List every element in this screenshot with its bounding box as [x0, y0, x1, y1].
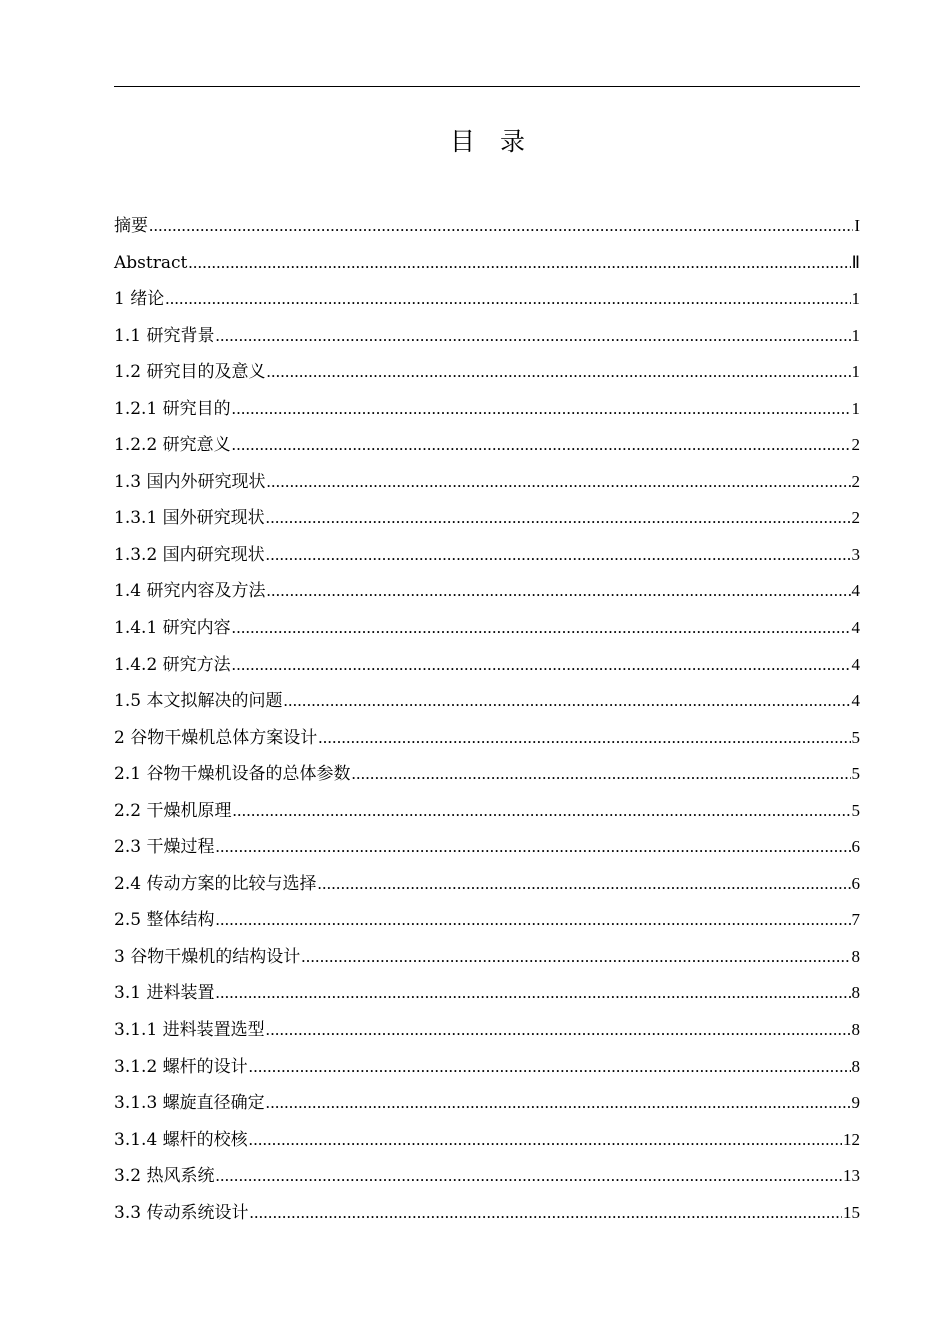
toc-entry[interactable]	[114, 573, 860, 610]
toc-entry-page: Ⅱ	[851, 252, 860, 272]
toc-dot-leader	[266, 573, 850, 610]
toc-entry-label: Abstract	[114, 252, 188, 273]
toc-dot-leader	[232, 427, 851, 464]
toc-dot-leader	[317, 866, 850, 903]
toc-dot-leader	[232, 610, 851, 647]
toc-dot-leader	[249, 1049, 851, 1086]
toc-dot-leader	[266, 354, 850, 391]
toc-entry-page: 6	[851, 873, 860, 893]
toc-entry-page: 1	[851, 398, 860, 418]
toc-entry-page: 1	[851, 362, 860, 382]
table-of-contents	[114, 208, 860, 1231]
toc-entry[interactable]	[114, 464, 860, 501]
toc-entry[interactable]	[114, 610, 860, 647]
toc-entry-page: 6	[851, 837, 860, 857]
header-rule	[114, 86, 860, 87]
toc-entry-label: 1.4.1 研究内容	[114, 618, 231, 639]
toc-entry[interactable]	[114, 500, 860, 537]
toc-entry-page: 2	[851, 471, 860, 491]
toc-dot-leader	[149, 208, 853, 245]
toc-entry[interactable]	[114, 829, 860, 866]
toc-dot-leader	[188, 245, 850, 282]
toc-dot-leader	[301, 939, 850, 976]
toc-dot-leader	[351, 756, 850, 793]
toc-entry[interactable]	[114, 281, 860, 318]
toc-entry[interactable]	[114, 866, 860, 903]
toc-entry-label: 3.1.4 螺杆的校核	[114, 1129, 248, 1150]
toc-dot-leader	[266, 1012, 851, 1049]
toc-entry-label: 3.2 热风系统	[114, 1166, 215, 1187]
toc-entry[interactable]	[114, 245, 860, 282]
toc-entry-label: 2.1 谷物干燥机设备的总体参数	[114, 764, 351, 785]
toc-entry[interactable]	[114, 318, 860, 355]
toc-entry[interactable]	[114, 354, 860, 391]
toc-entry-page: 13	[843, 1166, 860, 1186]
toc-entry-label: 1.2.1 研究目的	[114, 398, 231, 419]
toc-entry-label: 1.3.2 国内研究现状	[114, 544, 265, 565]
toc-entry-page: 4	[851, 691, 860, 711]
toc-dot-leader	[266, 500, 851, 537]
toc-entry-page: 15	[843, 1202, 860, 1222]
toc-entry[interactable]	[114, 537, 860, 574]
toc-entry[interactable]	[114, 208, 860, 245]
toc-entry[interactable]	[114, 1158, 860, 1195]
toc-dot-leader	[232, 647, 851, 684]
toc-dot-leader	[266, 464, 850, 501]
toc-entry-page: 8	[851, 1056, 860, 1076]
toc-dot-leader	[266, 1085, 851, 1122]
toc-entry[interactable]	[114, 427, 860, 464]
toc-entry-page: 5	[851, 800, 860, 820]
toc-entry-label: 2.3 干燥过程	[114, 837, 215, 858]
toc-entry-label: 1.3 国内外研究现状	[114, 471, 266, 492]
toc-dot-leader	[215, 975, 850, 1012]
toc-dot-leader	[232, 391, 851, 428]
toc-entry[interactable]	[114, 793, 860, 830]
toc-entry[interactable]	[114, 720, 860, 757]
toc-entry-label: 1.5 本文拟解决的问题	[114, 691, 283, 712]
toc-dot-leader	[266, 537, 851, 574]
toc-dot-leader	[249, 1195, 842, 1232]
toc-entry[interactable]	[114, 1012, 860, 1049]
toc-entry[interactable]	[114, 939, 860, 976]
toc-dot-leader	[249, 1122, 842, 1159]
toc-entry-label: 1 绪论	[114, 289, 165, 310]
toc-entry-label: 3.3 传动系统设计	[114, 1202, 249, 1223]
toc-entry-page: 1	[851, 325, 860, 345]
toc-entry[interactable]	[114, 1049, 860, 1086]
toc-entry[interactable]	[114, 1195, 860, 1232]
toc-entry-label: 3.1.3 螺旋直径确定	[114, 1093, 265, 1114]
toc-entry-label: 1.3.1 国外研究现状	[114, 508, 265, 529]
toc-entry-label: 2.2 干燥机原理	[114, 800, 232, 821]
toc-entry-page: 8	[851, 983, 860, 1003]
toc-entry-page: 4	[851, 581, 860, 601]
toc-entry-page: 12	[843, 1129, 860, 1149]
toc-entry-page: 2	[851, 508, 860, 528]
toc-dot-leader	[215, 829, 850, 866]
toc-dot-leader	[215, 902, 850, 939]
toc-entry-label: 摘要	[114, 216, 148, 236]
toc-entry-page: 2	[851, 435, 860, 455]
toc-entry-label: 1.4 研究内容及方法	[114, 581, 266, 602]
toc-entry[interactable]	[114, 647, 860, 684]
toc-entry-label: 1.1 研究背景	[114, 325, 215, 346]
toc-entry[interactable]	[114, 1122, 860, 1159]
toc-entry-label: 2.4 传动方案的比较与选择	[114, 873, 317, 894]
toc-entry[interactable]	[114, 756, 860, 793]
toc-entry-page: 1	[851, 289, 860, 309]
toc-entry[interactable]	[114, 391, 860, 428]
toc-entry[interactable]	[114, 902, 860, 939]
toc-entry[interactable]	[114, 1085, 860, 1122]
page-title: 目 录	[449, 127, 525, 156]
toc-entry-page: 5	[851, 764, 860, 784]
toc-dot-leader	[283, 683, 850, 720]
toc-entry-label: 1.2 研究目的及意义	[114, 362, 266, 383]
toc-entry-page: 9	[851, 1093, 860, 1113]
toc-entry-page: 4	[851, 654, 860, 674]
toc-entry[interactable]	[114, 683, 860, 720]
toc-dot-leader	[232, 793, 850, 830]
toc-entry-label: 3 谷物干燥机的结构设计	[114, 946, 301, 967]
toc-entry-label: 3.1 进料装置	[114, 983, 215, 1004]
toc-entry-label: 1.4.2 研究方法	[114, 654, 231, 675]
toc-entry-page: 3	[851, 544, 860, 564]
toc-entry-page: 5	[851, 727, 860, 747]
toc-entry-label: 2.5 整体结构	[114, 910, 215, 931]
toc-entry-label: 2 谷物干燥机总体方案设计	[114, 727, 318, 748]
toc-dot-leader	[215, 318, 850, 355]
toc-entry-page: 4	[851, 618, 860, 638]
toc-dot-leader	[215, 1158, 842, 1195]
toc-dot-leader	[318, 720, 850, 757]
toc-entry-label: 3.1.1 进料装置选型	[114, 1020, 265, 1041]
toc-entry-page: 8	[851, 1020, 860, 1040]
toc-entry-page: 7	[851, 910, 860, 930]
toc-entry-label: 3.1.2 螺杆的设计	[114, 1056, 248, 1077]
toc-dot-leader	[165, 281, 850, 318]
toc-entry-page: 8	[851, 946, 860, 966]
toc-entry[interactable]	[114, 975, 860, 1012]
toc-entry-page: I	[854, 216, 860, 235]
toc-entry-label: 1.2.2 研究意义	[114, 435, 231, 456]
